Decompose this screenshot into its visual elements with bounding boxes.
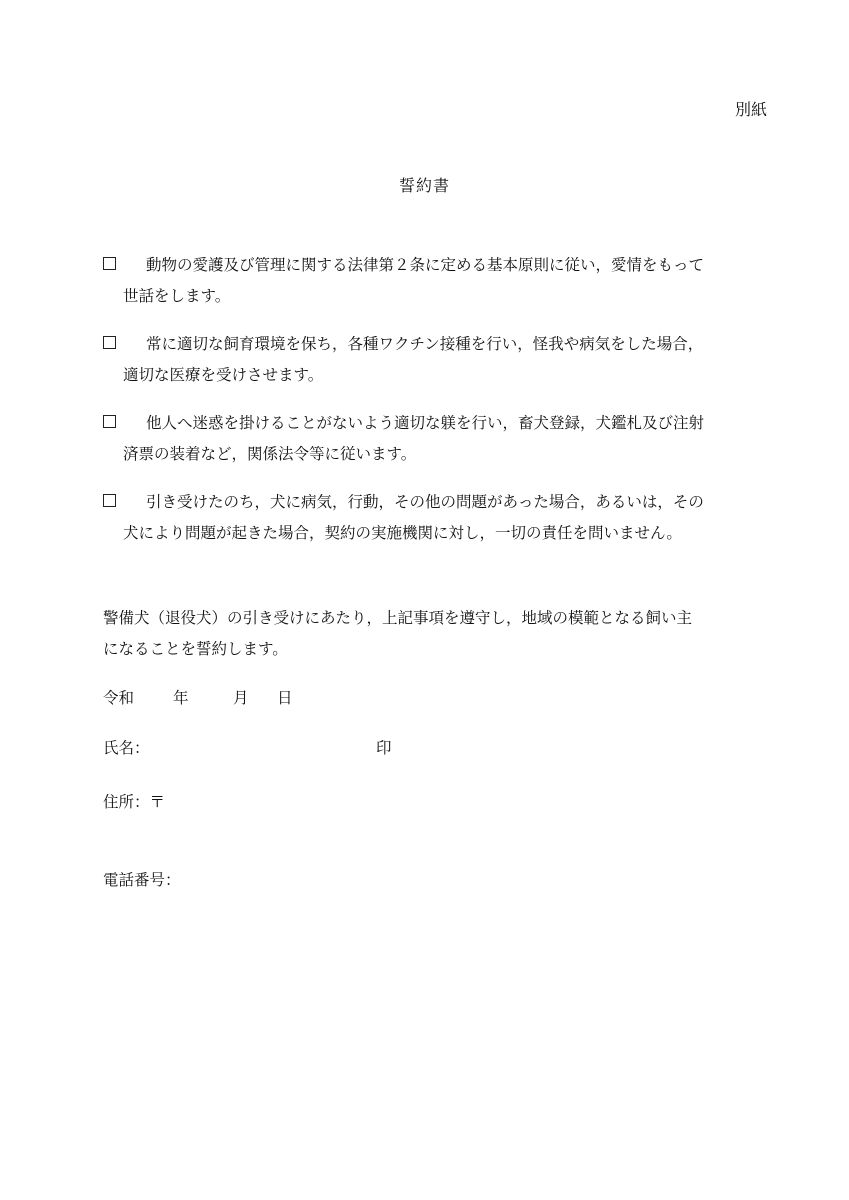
clause-item	[103, 408, 769, 470]
checkbox[interactable]	[103, 494, 116, 507]
date-year-label: 年	[173, 689, 189, 707]
clause-item	[103, 329, 769, 391]
checkbox[interactable]	[103, 415, 116, 428]
address-label: 住所：〒	[103, 793, 166, 811]
date-month-label: 月	[233, 689, 249, 707]
pledge-statement	[103, 603, 763, 665]
clause-text: 動物の愛護及び管理に関する法律第２条に定める基本原則に従い，愛情をもって 世話をします。	[123, 256, 705, 305]
clause-text: 引き受けたのち，犬に病気，行動，その他の問題があった場合，あるいは，その 犬により問題が起きた場合，契約の実施機関に対し，一切の責任を問いません。	[123, 493, 704, 542]
phone-label: 電話番号：	[103, 871, 181, 889]
date-field[interactable]	[103, 688, 293, 708]
name-label: 氏名：	[103, 739, 150, 757]
clause-list	[103, 250, 769, 566]
phone-field[interactable]	[103, 870, 181, 890]
seal-label: 印	[376, 739, 392, 757]
pledge-line: 警備犬（退役犬）の引き受けにあたり，上記事項を遵守し，地域の模範となる飼い主	[103, 609, 693, 627]
address-field[interactable]	[103, 792, 165, 812]
clause-text: 他人へ迷惑を掛けることがないよう適切な躾を行い，畜犬登録，犬鑑札及び注射 済票の装着など，関係法令等に従います。	[123, 414, 705, 463]
clause-item	[103, 250, 769, 312]
date-era-label: 令和	[103, 689, 135, 707]
checkbox[interactable]	[103, 336, 116, 349]
document-title: 誓約書	[398, 176, 450, 195]
pledge-line: になることを誓約します。	[103, 640, 288, 658]
clause-item	[103, 487, 769, 549]
date-day-label: 日	[277, 689, 293, 707]
clause-text: 常に適切な飼育環境を保ち，各種ワクチン接種を行い，怪我や病気をした場合， 適切な医療を受けさせます。	[123, 335, 704, 384]
name-field[interactable]	[103, 738, 403, 758]
checkbox[interactable]	[103, 257, 116, 270]
attachment-label: 別紙	[734, 100, 767, 119]
